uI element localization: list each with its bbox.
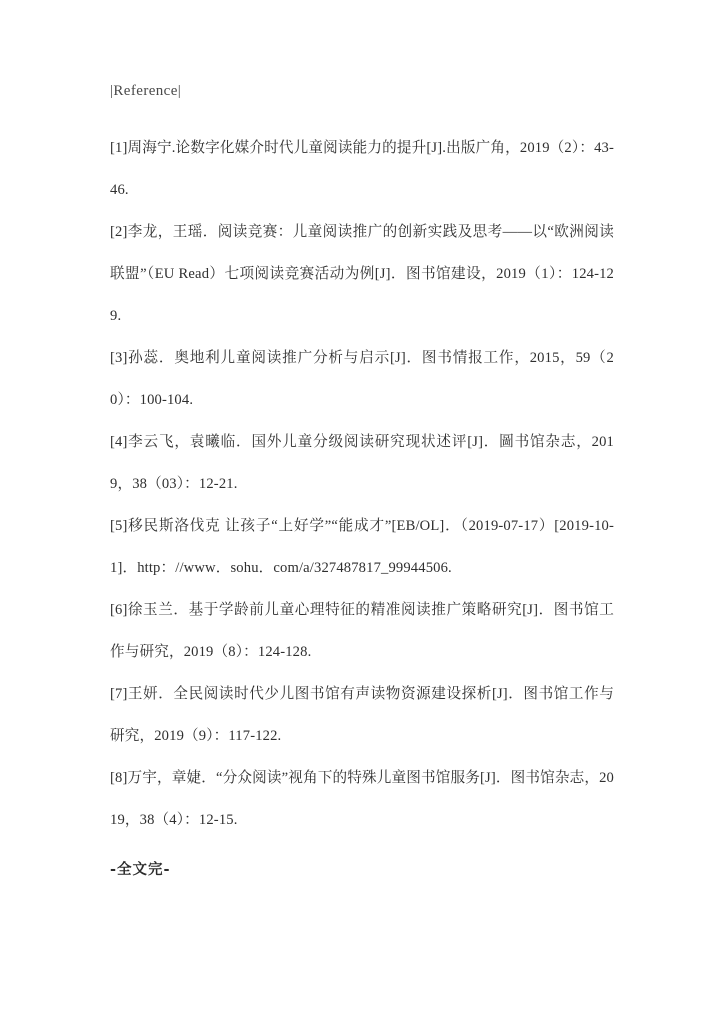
reference-heading: |Reference| [110, 83, 182, 99]
end-of-article-mark: -全文完- [110, 862, 171, 878]
reference-item-4: [4]李云飞，袁曦临．国外儿童分级阅读研究现状述评[J]．圖书馆杂志，2019，38（03）：12-21. [110, 434, 614, 492]
reference-item-2: [2]李龙，王瑶．阅读竞赛：儿童阅读推广的创新实践及思考——以“欧洲阅读联盟”（EU Read）七项阅读竞赛活动为例[J]．图书馆建设，2019（1）：124-129. [110, 224, 614, 324]
reference-item-8: [8]万宇，章婕．“分众阅读”视角下的特殊儿童图书馆服务[J]．图书馆杂志，2019，38（4）：12-15. [110, 770, 614, 828]
reference-item-3: [3]孙蕊．奥地利儿童阅读推广分析与启示[J]．图书情报工作，2015，59（20）：100-104. [110, 350, 614, 408]
reference-item-5: [5]移民斯洛伐克 让孩子“上好学”“能成才”[EB/OL]．（2019-07-17）[2019-10-1]．http：//www．sohu．com/a/327487817_99944506. [110, 518, 614, 576]
reference-item-6: [6]徐玉兰．基于学龄前儿童心理特征的精准阅读推广策略研究[J]．图书馆工作与研究，2019（8）：124-128. [110, 602, 614, 660]
reference-section [110, 84, 614, 841]
reference-item-1: [1]周海宁.论数字化媒介时代儿童阅读能力的提升[J].出版广角，2019（2）：43-46. [110, 140, 614, 198]
reference-item-7: [7]王妍．全民阅读时代少儿图书馆有声读物资源建设探析[J]．图书馆工作与研究，2019（9）：117-122. [110, 686, 614, 744]
